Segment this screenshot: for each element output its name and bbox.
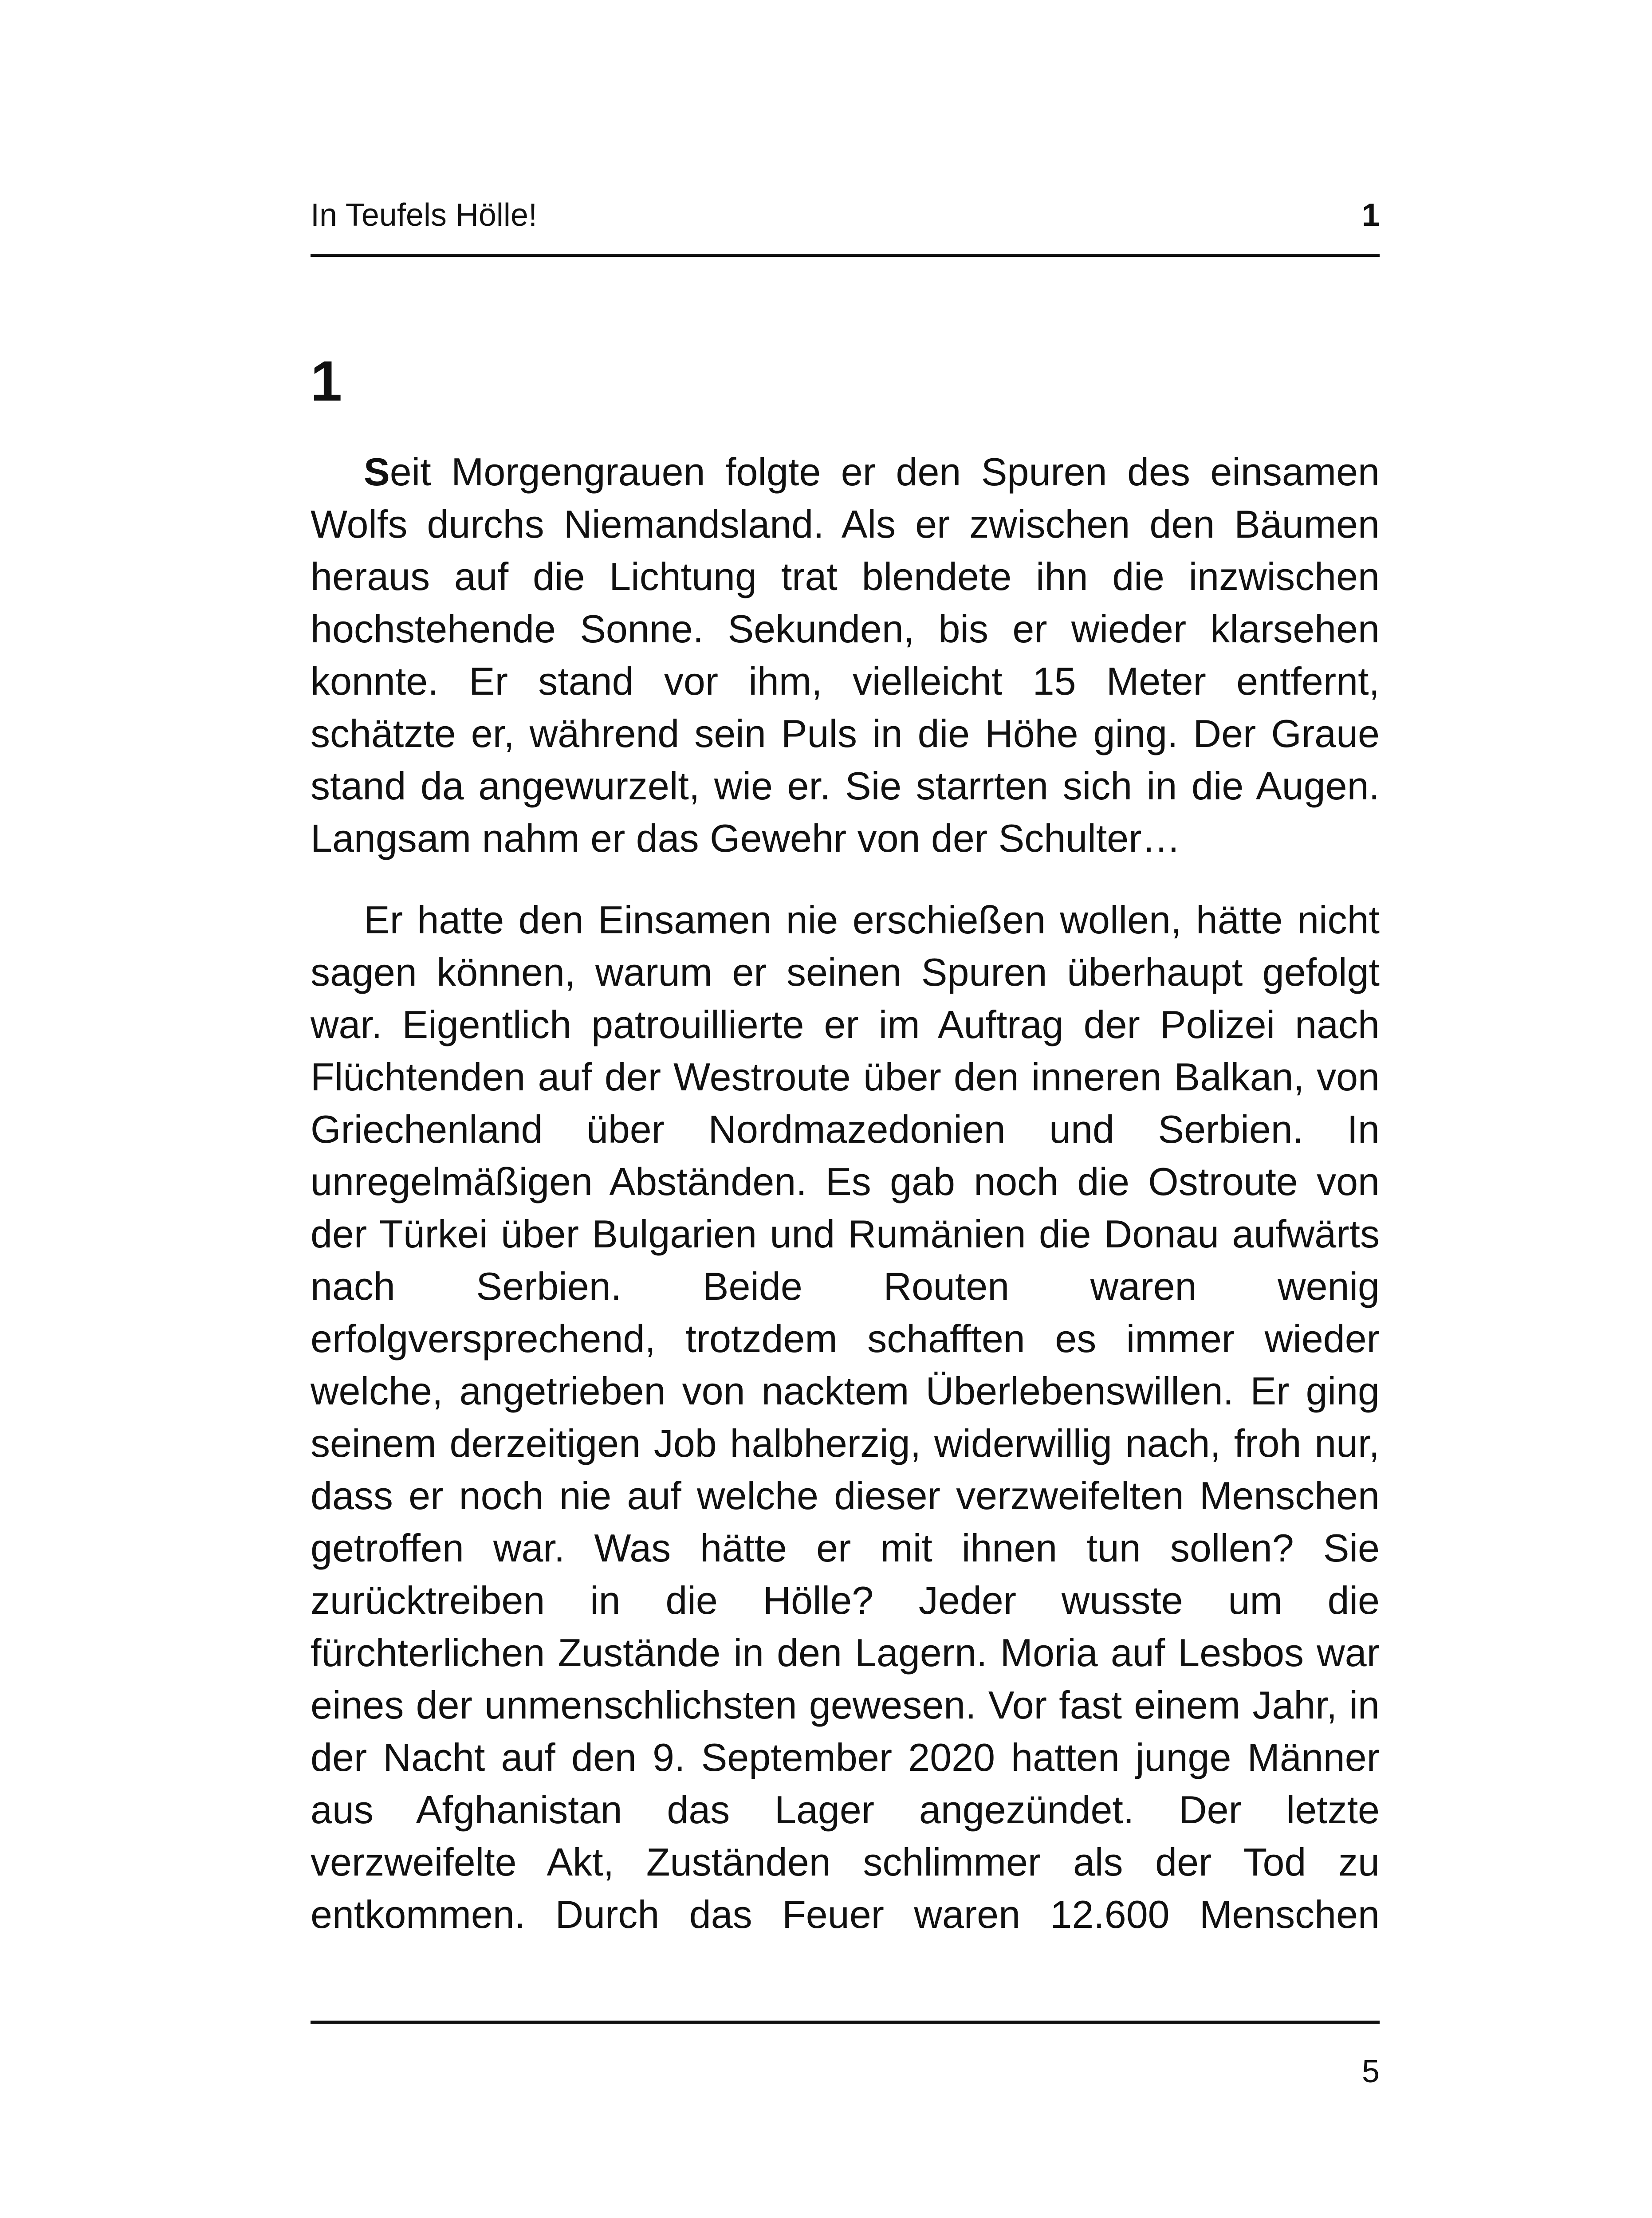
running-header bbox=[311, 195, 1380, 235]
paragraph-2: Er hatte den Einsamen nie erschießen wollen, hätte nicht sagen können, warum er seinen Spuren überhaupt gefolgt war. Eigentlich patrouillierte er im Auftrag der Polizei nach Flüchtenden auf der Westroute über den inneren Balkan, von Griechenland über Nordmazedonien und Serbien. In unregelmäßigen Abständen. Es gab noch die Ostroute von der Türkei über Bulgarien und Rumänien die Donau aufwärts nach Serbien. Beide Routen waren wenig erfolgversprechend, trotzdem schafften es immer wieder welche, angetrieben von nacktem Überlebenswillen. Er ging seinem derzeitigen Job halbherzig, widerwillig nach, froh nur, dass er noch nie auf welche dieser verzweifelten Menschen getroffen war. Was hätte er mit ihnen tun sollen? Sie zurücktreiben in die Hölle? Jeder wusste um die fürchterlichen Zustände in den Lagern. Moria auf Lesbos war eines der unmenschlichsten gewesen. Vor fast einem Jahr, in der Nacht auf den 9. September 2020 hatten junge Männer aus Afghanistan das Lager angezündet. Der letzte verzweifelte Akt, Zuständen schlimmer als der Tod zu entkommen. Durch das Feuer waren 12.600 Menschen bbox=[311, 898, 1380, 1936]
paragraph-initial-letter: S bbox=[364, 450, 390, 494]
body-text bbox=[311, 446, 1380, 1941]
running-header-chapter-number: 1 bbox=[1361, 197, 1380, 233]
paragraph-1-text: eit Morgengrauen folgte er den Spuren des einsamen Wolfs durchs Niemandsland. Als er zwischen den Bäumen heraus auf die Lichtung trat blendete ihn die inzwischen hochstehende Sonne. Sekunden, bis er wieder klarsehen konnte. Er stand vor ihm, vielleicht 15 Meter entfernt, schätzte er, während sein Puls in die Höhe ging. Der Graue stand da angewurzelt, wie er. Sie starrten sich in die Augen. Langsam nahm er das Gewehr von der Schulter… bbox=[311, 450, 1380, 860]
footer-divider bbox=[311, 2021, 1380, 2024]
page-number: 5 bbox=[1361, 2054, 1380, 2089]
header-divider bbox=[311, 254, 1380, 257]
chapter-heading: 1 bbox=[311, 350, 342, 413]
running-header-title: In Teufels Hölle! bbox=[311, 197, 537, 233]
book-page bbox=[311, 0, 1380, 2218]
paragraph-1 bbox=[311, 446, 1380, 865]
